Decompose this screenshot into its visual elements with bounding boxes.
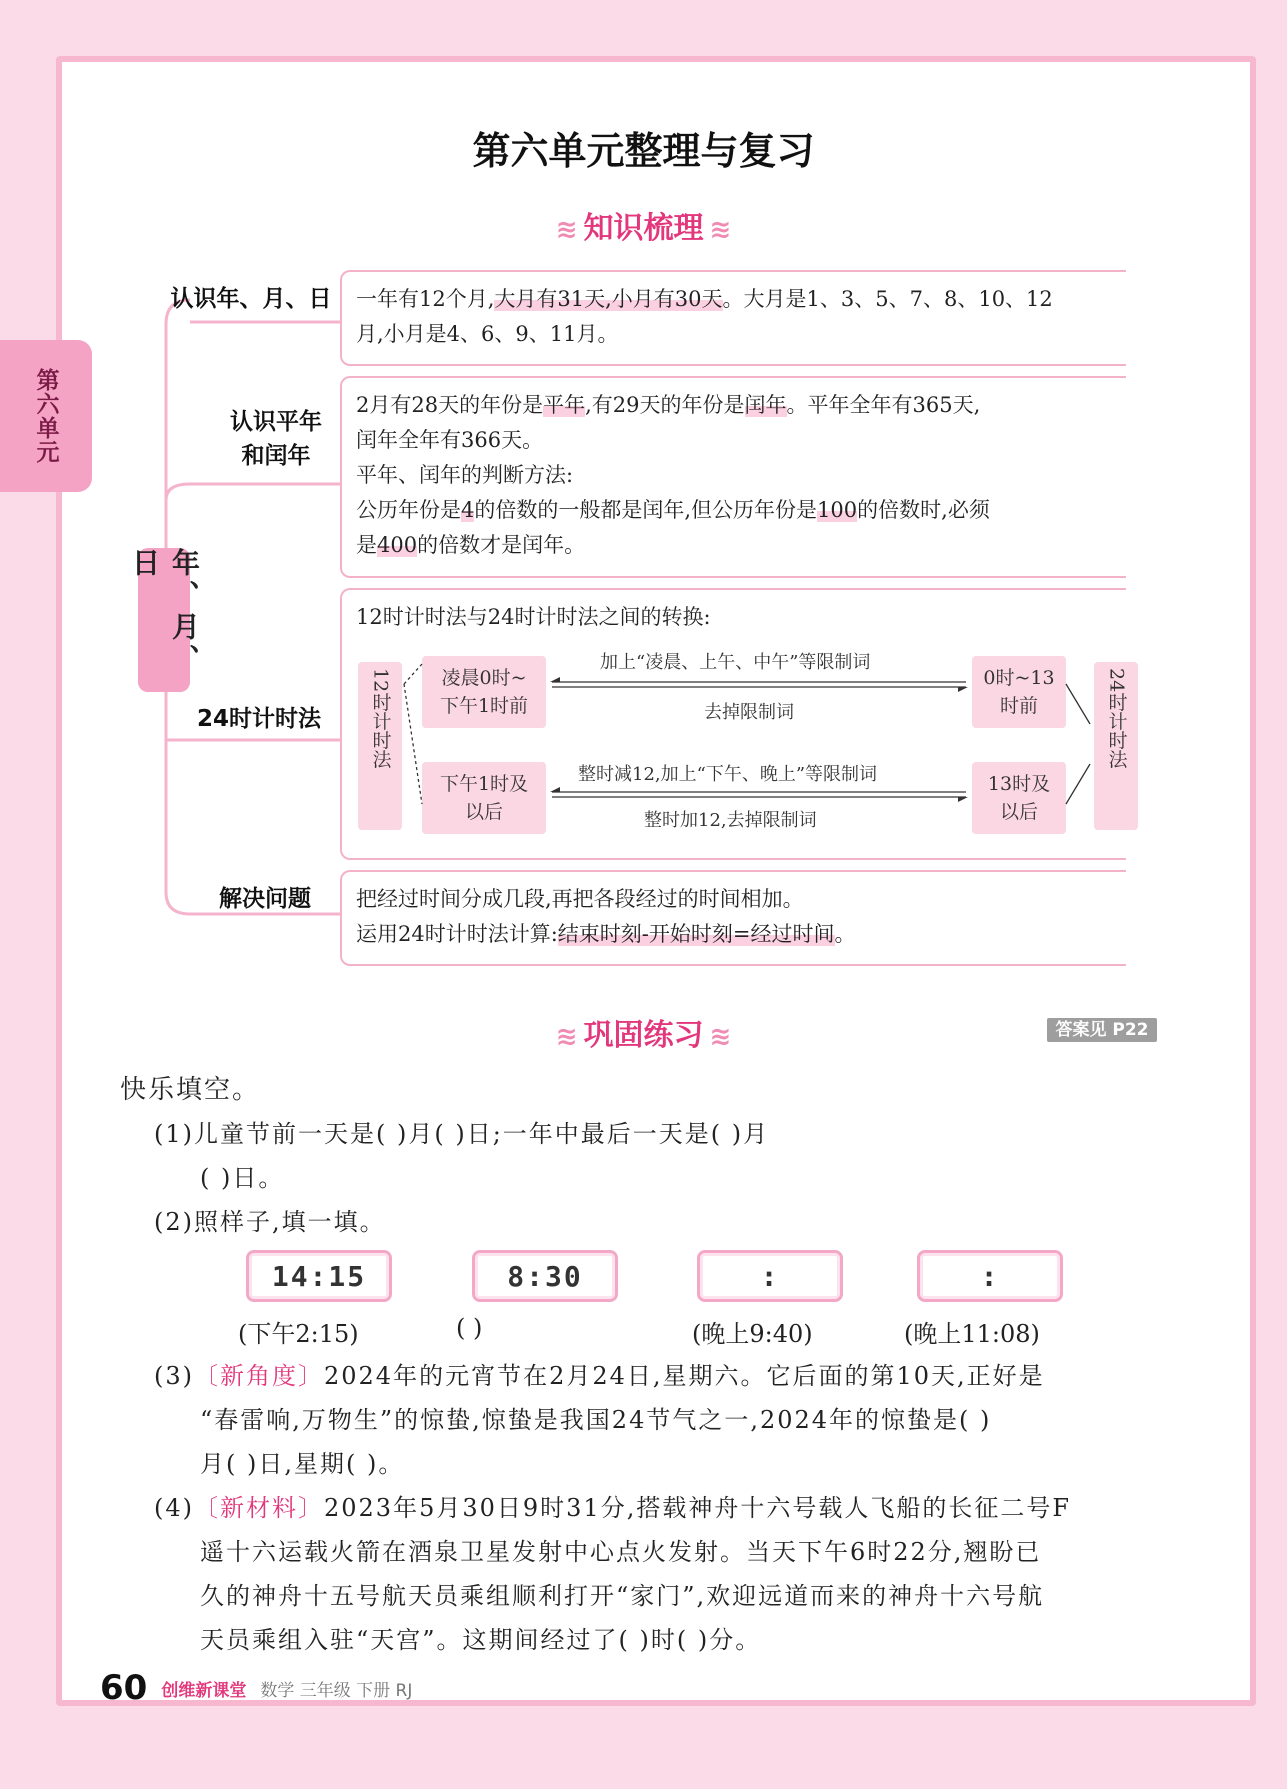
unit-side-tab: 第六单元 <box>0 340 92 492</box>
branch-box-solve-problems: 把经过时间分成几段,再把各段经过的时间相加。 运用24时计时法计算:结束时刻-开始时刻=经过时间。 <box>340 870 1126 966</box>
answer-reference-badge: 答案见 P22 <box>1047 1018 1157 1042</box>
arrow2-top-label: 整时减12,加上“下午、晚上”等限制词 <box>578 764 878 785</box>
question-2: (2)照样子,填一填。 <box>154 1208 386 1236</box>
b1-text: 月,小月是4、6、9、11月。 <box>356 322 619 346</box>
question-4-line-1: (4)〔新材料〕2023年5月30日9时31分,搭载神舟十六号载人飞船的长征二号F <box>154 1494 1071 1522</box>
question-4-line-4: 天员乘组入驻“天宫”。这期间经过了( )时( )分。 <box>200 1626 762 1654</box>
box-0-13: 0时~13 时前 <box>972 656 1066 728</box>
question-3-line-3: 月( )日,星期( )。 <box>200 1450 405 1478</box>
box-afternoon-range: 下午1时及 以后 <box>422 762 546 834</box>
section-practice-heading: ≋ 巩固练习 ≋ <box>555 1018 732 1053</box>
box-13-after: 13时及 以后 <box>972 762 1066 834</box>
question-1-line-2: ( )日。 <box>200 1164 285 1192</box>
section-knowledge-heading: ≋ 知识梳理 ≋ <box>555 211 732 246</box>
branch-box-leap-year: 2月有28天的年份是平年,有29天的年份是闰年。平年全年有365天, 闰年全年有366天。 平年、闰年的判断方法: 公历年份是4的倍数的一般都是闰年,但公历年份是100的倍数时,必须 是400的倍数才是闰年。 <box>340 376 1126 578</box>
b1-text: 。大月是1、3、5、7、8、10、12 <box>722 287 1053 311</box>
digital-clock-2: 8:30 <box>472 1250 618 1302</box>
page-number: 60 <box>100 1668 148 1708</box>
question-4-line-2: 遥十六运载火箭在酒泉卫星发射中心点火发射。当天下午6时22分,翘盼已 <box>200 1538 1042 1566</box>
digital-clock-1: 14:15 <box>246 1250 392 1302</box>
b1-text: 一年有12个月, <box>356 287 495 311</box>
branch-label-24h-clock: 24时计时法 <box>196 706 321 732</box>
page-title: 第六单元整理与复习 <box>472 129 815 173</box>
clock-3-label: (晚上9:40) <box>692 1320 813 1348</box>
arrow1-top-label: 加上“凌晨、上午、中午”等限制词 <box>600 652 871 673</box>
arrow2-bottom-label: 整时加12,去掉限制词 <box>644 810 817 831</box>
question-1-line-1: (1)儿童节前一天是( )月( )日;一年中最后一天是( )月 <box>154 1120 770 1148</box>
wave-icon: ≋ <box>709 1022 732 1052</box>
new-material-tag: 〔新材料〕 <box>194 1494 324 1522</box>
brand-name: 创维新课堂 <box>161 1680 247 1701</box>
page-footer <box>100 1668 412 1708</box>
exercise-heading: 快乐填空。 <box>120 1075 261 1105</box>
col-12h-label: 12时计时法 <box>358 662 402 830</box>
digital-clock-4[interactable]: : <box>917 1250 1063 1302</box>
clock-2-label[interactable]: ( ) <box>456 1314 483 1342</box>
wave-icon: ≋ <box>555 215 578 245</box>
branch-box-24h-clock: 12时计时法与24时计时法之间的转换: <box>340 588 1126 860</box>
mindmap-root: 年、月、日 <box>138 548 190 692</box>
question-3-line-2: “春雷响,万物生”的惊蛰,惊蛰是我国24节气之一,2024年的惊蛰是( ) <box>200 1406 992 1434</box>
branch-label-year-month-day: 认识年、月、日 <box>170 286 332 312</box>
book-meta: 数学 三年级 下册 RJ <box>260 1680 413 1701</box>
new-angle-tag: 〔新角度〕 <box>194 1362 324 1390</box>
col-24h-label: 24时计时法 <box>1094 662 1138 830</box>
clock-4-label: (晚上11:08) <box>904 1320 1040 1348</box>
b1-highlight: 大月有31天,小月有30天 <box>494 287 723 311</box>
arrow1-bottom-label: 去掉限制词 <box>704 702 794 723</box>
branch-label-leap-year: 认识平年 和闰年 <box>230 409 322 469</box>
box-morning-range: 凌晨0时~ 下午1时前 <box>422 656 546 728</box>
digital-clock-3[interactable]: : <box>697 1250 843 1302</box>
branch-box-year-month-day <box>340 270 1126 366</box>
wave-icon: ≋ <box>555 1022 578 1052</box>
branch-label-solve-problems: 解决问题 <box>219 886 311 912</box>
clock-1-label: (下午2:15) <box>238 1320 359 1348</box>
question-3-line-1: (3)〔新角度〕2024年的元宵节在2月24日,星期六。它后面的第10天,正好是 <box>154 1362 1045 1390</box>
wave-icon: ≋ <box>709 215 732 245</box>
question-4-line-3: 久的神舟十五号航天员乘组顺利打开“家门”,欢迎远道而来的神舟十六号航 <box>200 1582 1045 1610</box>
